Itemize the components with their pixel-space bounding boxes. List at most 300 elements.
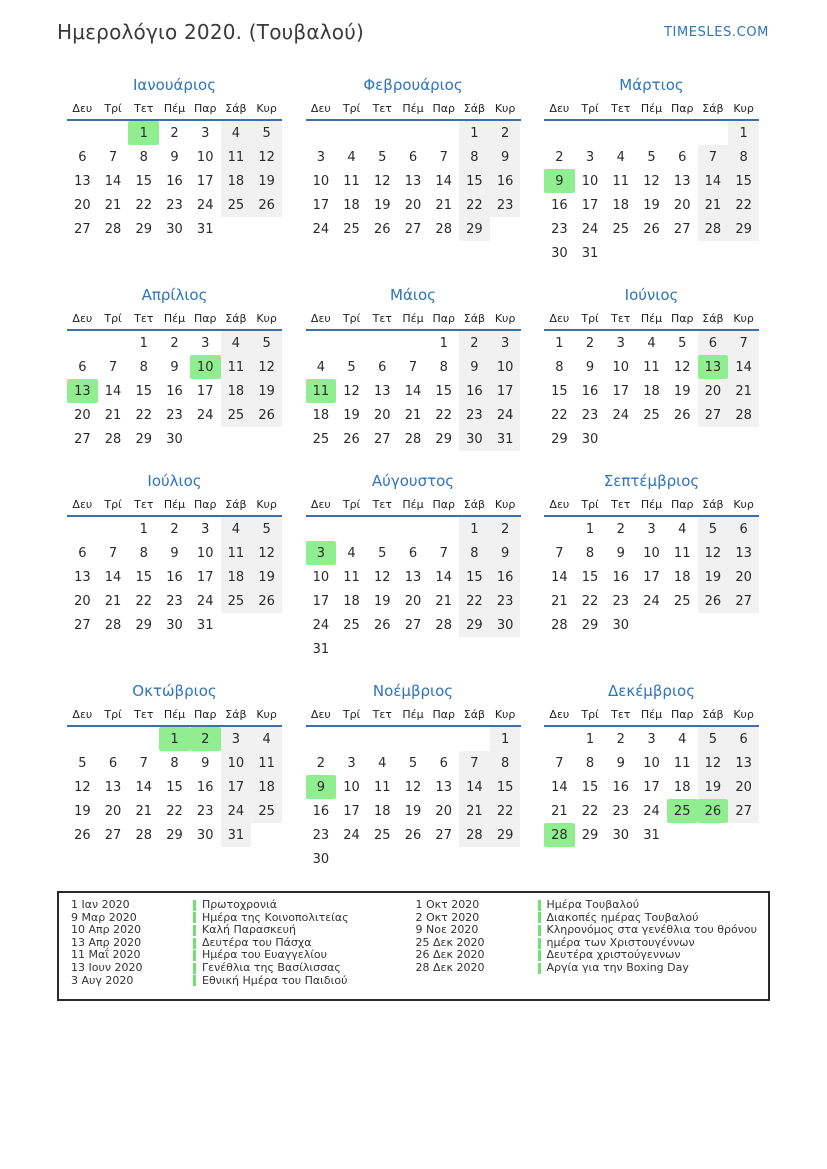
weekday-label: Πέμ — [640, 311, 663, 325]
empty-cell — [459, 727, 490, 751]
day-cell: 22 — [135, 593, 153, 609]
empty-cell — [575, 121, 606, 145]
day-cell: 18 — [673, 569, 691, 585]
site-link[interactable]: TIMESLES.COM — [663, 25, 769, 40]
day-cell: 29 — [581, 827, 599, 843]
month-3 — [544, 75, 759, 265]
day-cell: 15 — [728, 169, 759, 193]
day-cell: 19 — [404, 803, 422, 819]
day-cell: 15 — [135, 569, 153, 585]
day-cell: 22 — [581, 593, 599, 609]
day-cell: 18 — [673, 779, 691, 795]
weekday-label: Σάβ — [225, 101, 247, 115]
day-cell: 15 — [459, 565, 490, 589]
day-cell: 24 — [490, 403, 521, 427]
weekday-label: Παρ — [432, 311, 455, 325]
day-cell: 27 — [74, 617, 91, 633]
day-cell: 2 — [170, 335, 179, 351]
day-cell: 22 — [435, 407, 452, 423]
weekday-label: Παρ — [432, 497, 455, 511]
weekday-label: Τρί — [581, 101, 599, 115]
day-cell: 7 — [439, 149, 448, 165]
holiday-name-text: Πρωτοχρονιά — [202, 898, 278, 911]
day-cell: 25 — [612, 221, 630, 237]
day-cell: 27 — [673, 221, 691, 237]
day-cell: 31 — [490, 427, 521, 451]
day-cell: 28 — [698, 217, 729, 241]
day-cell: 1 — [490, 727, 521, 751]
day-cell: 26 — [404, 827, 422, 843]
day-cell: 11 — [612, 173, 630, 189]
day-cell: 21 — [135, 803, 153, 819]
day-cell: 28 — [135, 827, 153, 843]
month-9 — [544, 471, 759, 637]
empty-cell — [367, 727, 398, 751]
dates-grid — [306, 517, 521, 661]
day-cell: 6 — [108, 755, 118, 771]
empty-cell — [698, 121, 729, 145]
day-cell: 10 — [643, 755, 660, 771]
day-cell: 18 — [251, 775, 282, 799]
day-cell: 24 — [612, 407, 630, 423]
holiday-marker-icon — [538, 938, 541, 949]
day-cell: 30 — [166, 221, 183, 237]
holiday-name — [538, 899, 640, 912]
day-cell: 28 — [104, 617, 122, 633]
day-cell: 6 — [78, 359, 87, 375]
holiday-day-cell: 3 — [306, 541, 337, 565]
weekday-label: Σάβ — [463, 311, 486, 325]
holiday-name-text: Κληρονόμος στα γενέθλια του θρόνου — [546, 923, 757, 937]
day-cell: 19 — [673, 383, 691, 399]
month-8 — [306, 471, 521, 661]
day-cell: 7 — [698, 145, 729, 169]
day-cell: 11 — [643, 359, 660, 375]
day-cell: 15 — [135, 173, 153, 189]
weekday-label: Πέμ — [640, 707, 663, 721]
day-cell: 12 — [343, 383, 360, 399]
day-cell: 10 — [312, 173, 330, 189]
weekday-label: Δευ — [72, 311, 93, 325]
holiday-date: 13 Απρ 2020 — [71, 935, 142, 949]
day-cell: 17 — [196, 569, 214, 585]
day-cell: 21 — [104, 593, 122, 609]
day-cell: 19 — [698, 565, 729, 589]
weekday-label: Τρί — [342, 497, 361, 511]
holiday-date: 9 Μαρ 2020 — [71, 910, 137, 924]
weekday-label: Τετ — [134, 707, 154, 721]
holiday-day-cell: 25 — [667, 799, 698, 823]
day-cell: 3 — [221, 727, 252, 751]
weekday-label: Τρί — [342, 101, 361, 115]
weekday-label: Πέμ — [640, 101, 663, 115]
day-cell: 6 — [728, 517, 759, 541]
day-cell: 3 — [201, 335, 210, 351]
weekday-header — [67, 493, 282, 517]
empty-cell — [398, 727, 429, 751]
day-cell: 29 — [135, 431, 153, 447]
day-cell: 23 — [166, 407, 183, 423]
day-cell: 28 — [728, 403, 759, 427]
day-cell: 6 — [439, 755, 448, 771]
day-cell: 25 — [343, 617, 360, 633]
weekday-label: Πέμ — [402, 707, 424, 721]
holiday-day-cell: 13 — [698, 355, 729, 379]
day-cell: 12 — [374, 569, 391, 585]
day-cell: 12 — [251, 145, 282, 169]
empty-cell — [336, 727, 367, 751]
day-cell: 1 — [459, 121, 490, 145]
day-cell: 15 — [435, 383, 452, 399]
holiday-date: 13 Ιουν 2020 — [71, 960, 143, 974]
holiday-day-cell: 9 — [306, 775, 337, 799]
holiday-date: 9 Νοε 2020 — [415, 923, 479, 937]
holiday-day-cell: 10 — [190, 355, 221, 379]
month-title: Ιούνιος — [624, 286, 679, 304]
weekday-label: Δευ — [72, 497, 93, 511]
day-cell: 9 — [490, 541, 521, 565]
day-cell: 2 — [490, 121, 521, 145]
day-cell: 22 — [459, 589, 490, 613]
day-cell: 8 — [139, 359, 148, 375]
holiday-name-text: Ημέρα της Κοινοπολιτείας — [202, 910, 349, 924]
day-cell: 11 — [673, 755, 691, 771]
legend-item — [416, 962, 761, 975]
day-cell: 29 — [728, 217, 759, 241]
weekday-label: Κυρ — [494, 497, 516, 511]
weekday-header — [306, 307, 521, 331]
weekday-label: Παρ — [670, 311, 694, 325]
day-cell: 4 — [347, 149, 356, 165]
day-cell: 27 — [728, 589, 759, 613]
holiday-name-text: ημέρα των Χριστουγέννων — [546, 935, 695, 949]
day-cell: 4 — [647, 335, 656, 351]
day-cell: 27 — [404, 617, 422, 633]
weekday-label: Παρ — [432, 707, 455, 721]
day-cell: 10 — [196, 149, 214, 165]
holiday-date: 1 Οκτ 2020 — [415, 898, 480, 911]
day-cell: 16 — [312, 803, 330, 819]
weekday-label: Παρ — [193, 311, 217, 325]
weekday-label: Δευ — [310, 101, 331, 115]
empty-cell — [336, 331, 367, 355]
day-cell: 1 — [585, 521, 595, 537]
weekday-label: Τρί — [581, 497, 599, 511]
weekday-label: Τρί — [104, 497, 122, 511]
holiday-name-text: Γενέθλια της Βασίλισσας — [202, 960, 341, 974]
holiday-marker-icon — [538, 912, 541, 923]
day-cell: 5 — [347, 359, 356, 375]
legend-item — [416, 899, 761, 912]
empty-cell — [128, 727, 159, 751]
day-cell: 10 — [612, 359, 630, 375]
day-cell: 9 — [490, 145, 521, 169]
day-cell: 31 — [221, 823, 252, 847]
day-cell: 26 — [343, 431, 360, 447]
weekday-label: Τετ — [611, 101, 631, 115]
day-cell: 23 — [612, 803, 630, 819]
weekday-label: Δευ — [72, 101, 93, 115]
holiday-legend — [57, 891, 770, 1001]
empty-cell — [544, 517, 575, 541]
day-cell: 26 — [374, 221, 391, 237]
weekday-label: Πέμ — [163, 707, 186, 721]
holiday-name-text: Καλή Παρασκευή — [202, 923, 296, 937]
weekday-label: Σάβ — [225, 311, 247, 325]
day-cell: 25 — [221, 403, 252, 427]
weekday-label: Παρ — [193, 707, 217, 721]
day-cell: 10 — [196, 545, 214, 561]
empty-cell — [605, 121, 636, 145]
weekday-label: Κυρ — [733, 311, 754, 325]
weekday-label: Τετ — [611, 311, 631, 325]
day-cell: 13 — [673, 173, 691, 189]
day-cell: 14 — [551, 569, 568, 585]
day-cell: 13 — [74, 173, 91, 189]
day-cell: 13 — [728, 541, 759, 565]
day-cell: 26 — [251, 193, 282, 217]
day-cell: 8 — [459, 145, 490, 169]
day-cell: 9 — [170, 359, 179, 375]
day-cell: 27 — [698, 403, 729, 427]
day-cell: 5 — [698, 517, 729, 541]
day-cell: 10 — [221, 751, 252, 775]
day-cell: 21 — [435, 197, 452, 213]
day-cell: 22 — [728, 193, 759, 217]
day-cell: 24 — [196, 407, 214, 423]
day-cell: 23 — [490, 193, 521, 217]
weekday-label: Σάβ — [463, 101, 486, 115]
day-cell: 30 — [612, 617, 630, 633]
holiday-day-cell: 26 — [698, 799, 729, 823]
day-cell: 10 — [312, 569, 330, 585]
weekday-label: Σάβ — [702, 707, 724, 721]
empty-cell — [98, 727, 129, 751]
day-cell: 16 — [581, 383, 599, 399]
empty-cell — [67, 727, 98, 751]
empty-cell — [67, 517, 98, 541]
day-cell: 15 — [459, 169, 490, 193]
day-cell: 7 — [555, 755, 564, 771]
holiday-marker-icon — [538, 950, 541, 961]
day-cell: 30 — [490, 613, 521, 637]
day-cell: 13 — [435, 779, 452, 795]
day-cell: 16 — [166, 383, 183, 399]
weekday-label: Σάβ — [463, 707, 486, 721]
day-cell: 30 — [581, 431, 599, 447]
day-cell: 22 — [135, 197, 153, 213]
empty-cell — [67, 121, 98, 145]
empty-cell — [367, 331, 398, 355]
day-cell: 10 — [643, 545, 660, 561]
day-cell: 9 — [616, 545, 625, 561]
day-cell: 7 — [108, 359, 118, 375]
day-cell: 21 — [551, 593, 568, 609]
day-cell: 24 — [196, 593, 214, 609]
day-cell: 19 — [251, 565, 282, 589]
day-cell: 3 — [316, 149, 325, 165]
weekday-header — [67, 307, 282, 331]
month-title: Μάρτιος — [619, 76, 684, 94]
day-cell: 24 — [312, 617, 330, 633]
day-cell: 5 — [251, 517, 282, 541]
day-cell: 13 — [404, 569, 422, 585]
weekday-label: Σάβ — [463, 497, 486, 511]
weekday-label: Κυρ — [256, 101, 277, 115]
day-cell: 13 — [374, 383, 391, 399]
holiday-name-text: Δευτέρα του Πάσχα — [202, 935, 312, 949]
dates-grid — [306, 331, 521, 451]
empty-cell — [428, 121, 459, 145]
weekday-label: Τρί — [104, 707, 122, 721]
day-cell: 6 — [678, 149, 687, 165]
day-cell: 30 — [459, 427, 490, 451]
day-cell: 17 — [581, 197, 599, 213]
day-cell: 21 — [104, 197, 122, 213]
day-cell: 19 — [374, 197, 391, 213]
day-cell: 3 — [585, 149, 595, 165]
day-cell: 13 — [104, 779, 122, 795]
month-title: Δεκέμβριος — [607, 682, 695, 700]
weekday-label: Τετ — [372, 497, 392, 511]
day-cell: 24 — [196, 197, 214, 213]
page-header — [0, 0, 827, 44]
holiday-day-cell: 28 — [544, 823, 575, 847]
day-cell: 27 — [435, 827, 452, 843]
day-cell: 11 — [221, 355, 252, 379]
weekday-label: Δευ — [549, 497, 570, 511]
weekday-label: Παρ — [670, 101, 694, 115]
day-cell: 14 — [728, 355, 759, 379]
day-cell: 23 — [196, 803, 214, 819]
holiday-day-cell: 1 — [128, 121, 159, 145]
empty-cell — [98, 331, 129, 355]
day-cell: 12 — [698, 751, 729, 775]
day-cell: 28 — [104, 221, 122, 237]
weekday-label: Κυρ — [256, 311, 277, 325]
holiday-marker-icon — [538, 963, 541, 974]
day-cell: 18 — [343, 197, 360, 213]
day-cell: 22 — [490, 799, 521, 823]
day-cell: 16 — [459, 379, 490, 403]
day-cell: 7 — [108, 545, 118, 561]
legend-item — [71, 924, 416, 937]
day-cell: 28 — [551, 617, 568, 633]
day-cell: 24 — [643, 803, 660, 819]
day-cell: 3 — [201, 521, 210, 537]
day-cell: 18 — [221, 169, 252, 193]
day-cell: 20 — [435, 803, 452, 819]
weekday-header — [544, 493, 759, 517]
day-cell: 16 — [166, 569, 183, 585]
day-cell: 8 — [728, 145, 759, 169]
day-cell: 2 — [616, 731, 625, 747]
day-cell: 23 — [312, 827, 330, 843]
weekday-label: Παρ — [432, 101, 455, 115]
day-cell: 7 — [408, 359, 418, 375]
month-5 — [306, 285, 521, 451]
weekday-label: Τρί — [104, 101, 122, 115]
day-cell: 18 — [612, 197, 630, 213]
day-cell: 19 — [698, 775, 729, 799]
holiday-marker-icon — [193, 975, 196, 986]
day-cell: 30 — [612, 827, 630, 843]
day-cell: 19 — [74, 803, 91, 819]
dates-grid — [544, 517, 759, 637]
day-cell: 7 — [139, 755, 148, 771]
holiday-marker-icon — [538, 900, 541, 911]
weekday-label: Πέμ — [163, 311, 186, 325]
weekday-label: Κυρ — [256, 707, 277, 721]
weekday-label: Πέμ — [402, 497, 424, 511]
month-title: Απρίλιος — [141, 286, 208, 304]
holiday-date: 28 Δεκ 2020 — [415, 960, 485, 974]
weekday-label: Κυρ — [494, 707, 516, 721]
day-cell: 12 — [251, 355, 282, 379]
day-cell: 12 — [643, 173, 660, 189]
day-cell: 2 — [585, 335, 595, 351]
day-cell: 25 — [221, 193, 252, 217]
weekday-label: Παρ — [193, 101, 217, 115]
day-cell: 26 — [673, 407, 691, 423]
day-cell: 29 — [135, 221, 153, 237]
day-cell: 10 — [490, 355, 521, 379]
empty-cell — [98, 121, 129, 145]
day-cell: 8 — [585, 755, 595, 771]
dates-grid — [544, 727, 759, 847]
day-cell: 31 — [196, 221, 214, 237]
holiday-name-text: Ημέρα Τουβαλού — [546, 898, 640, 911]
day-cell: 25 — [312, 431, 330, 447]
day-cell: 29 — [135, 617, 153, 633]
day-cell: 23 — [581, 407, 599, 423]
day-cell: 17 — [343, 803, 360, 819]
weekday-label: Τετ — [134, 311, 154, 325]
holiday-name — [193, 962, 341, 975]
day-cell: 26 — [251, 403, 282, 427]
day-cell: 8 — [170, 755, 179, 771]
day-cell: 30 — [166, 617, 183, 633]
day-cell: 5 — [647, 149, 656, 165]
day-cell: 16 — [166, 173, 183, 189]
day-cell: 24 — [312, 221, 330, 237]
day-cell: 18 — [221, 379, 252, 403]
day-cell: 14 — [104, 569, 122, 585]
month-title: Μάιος — [390, 286, 436, 304]
holiday-marker-icon — [193, 950, 196, 961]
day-cell: 2 — [459, 331, 490, 355]
dates-grid — [67, 331, 282, 451]
weekday-label: Δευ — [549, 707, 570, 721]
day-cell: 8 — [459, 541, 490, 565]
day-cell: 18 — [374, 803, 391, 819]
day-cell: 15 — [581, 569, 599, 585]
day-cell: 18 — [312, 407, 330, 423]
day-cell: 15 — [581, 779, 599, 795]
day-cell: 30 — [166, 431, 183, 447]
day-cell: 9 — [616, 755, 625, 771]
day-cell: 8 — [139, 149, 148, 165]
day-cell: 15 — [551, 383, 568, 399]
empty-cell — [428, 727, 459, 751]
day-cell: 4 — [616, 149, 625, 165]
empty-cell — [98, 517, 129, 541]
weekday-header — [544, 97, 759, 121]
day-cell: 1 — [728, 121, 759, 145]
day-cell: 17 — [643, 569, 660, 585]
day-cell: 21 — [551, 803, 568, 819]
day-cell: 4 — [678, 521, 687, 537]
